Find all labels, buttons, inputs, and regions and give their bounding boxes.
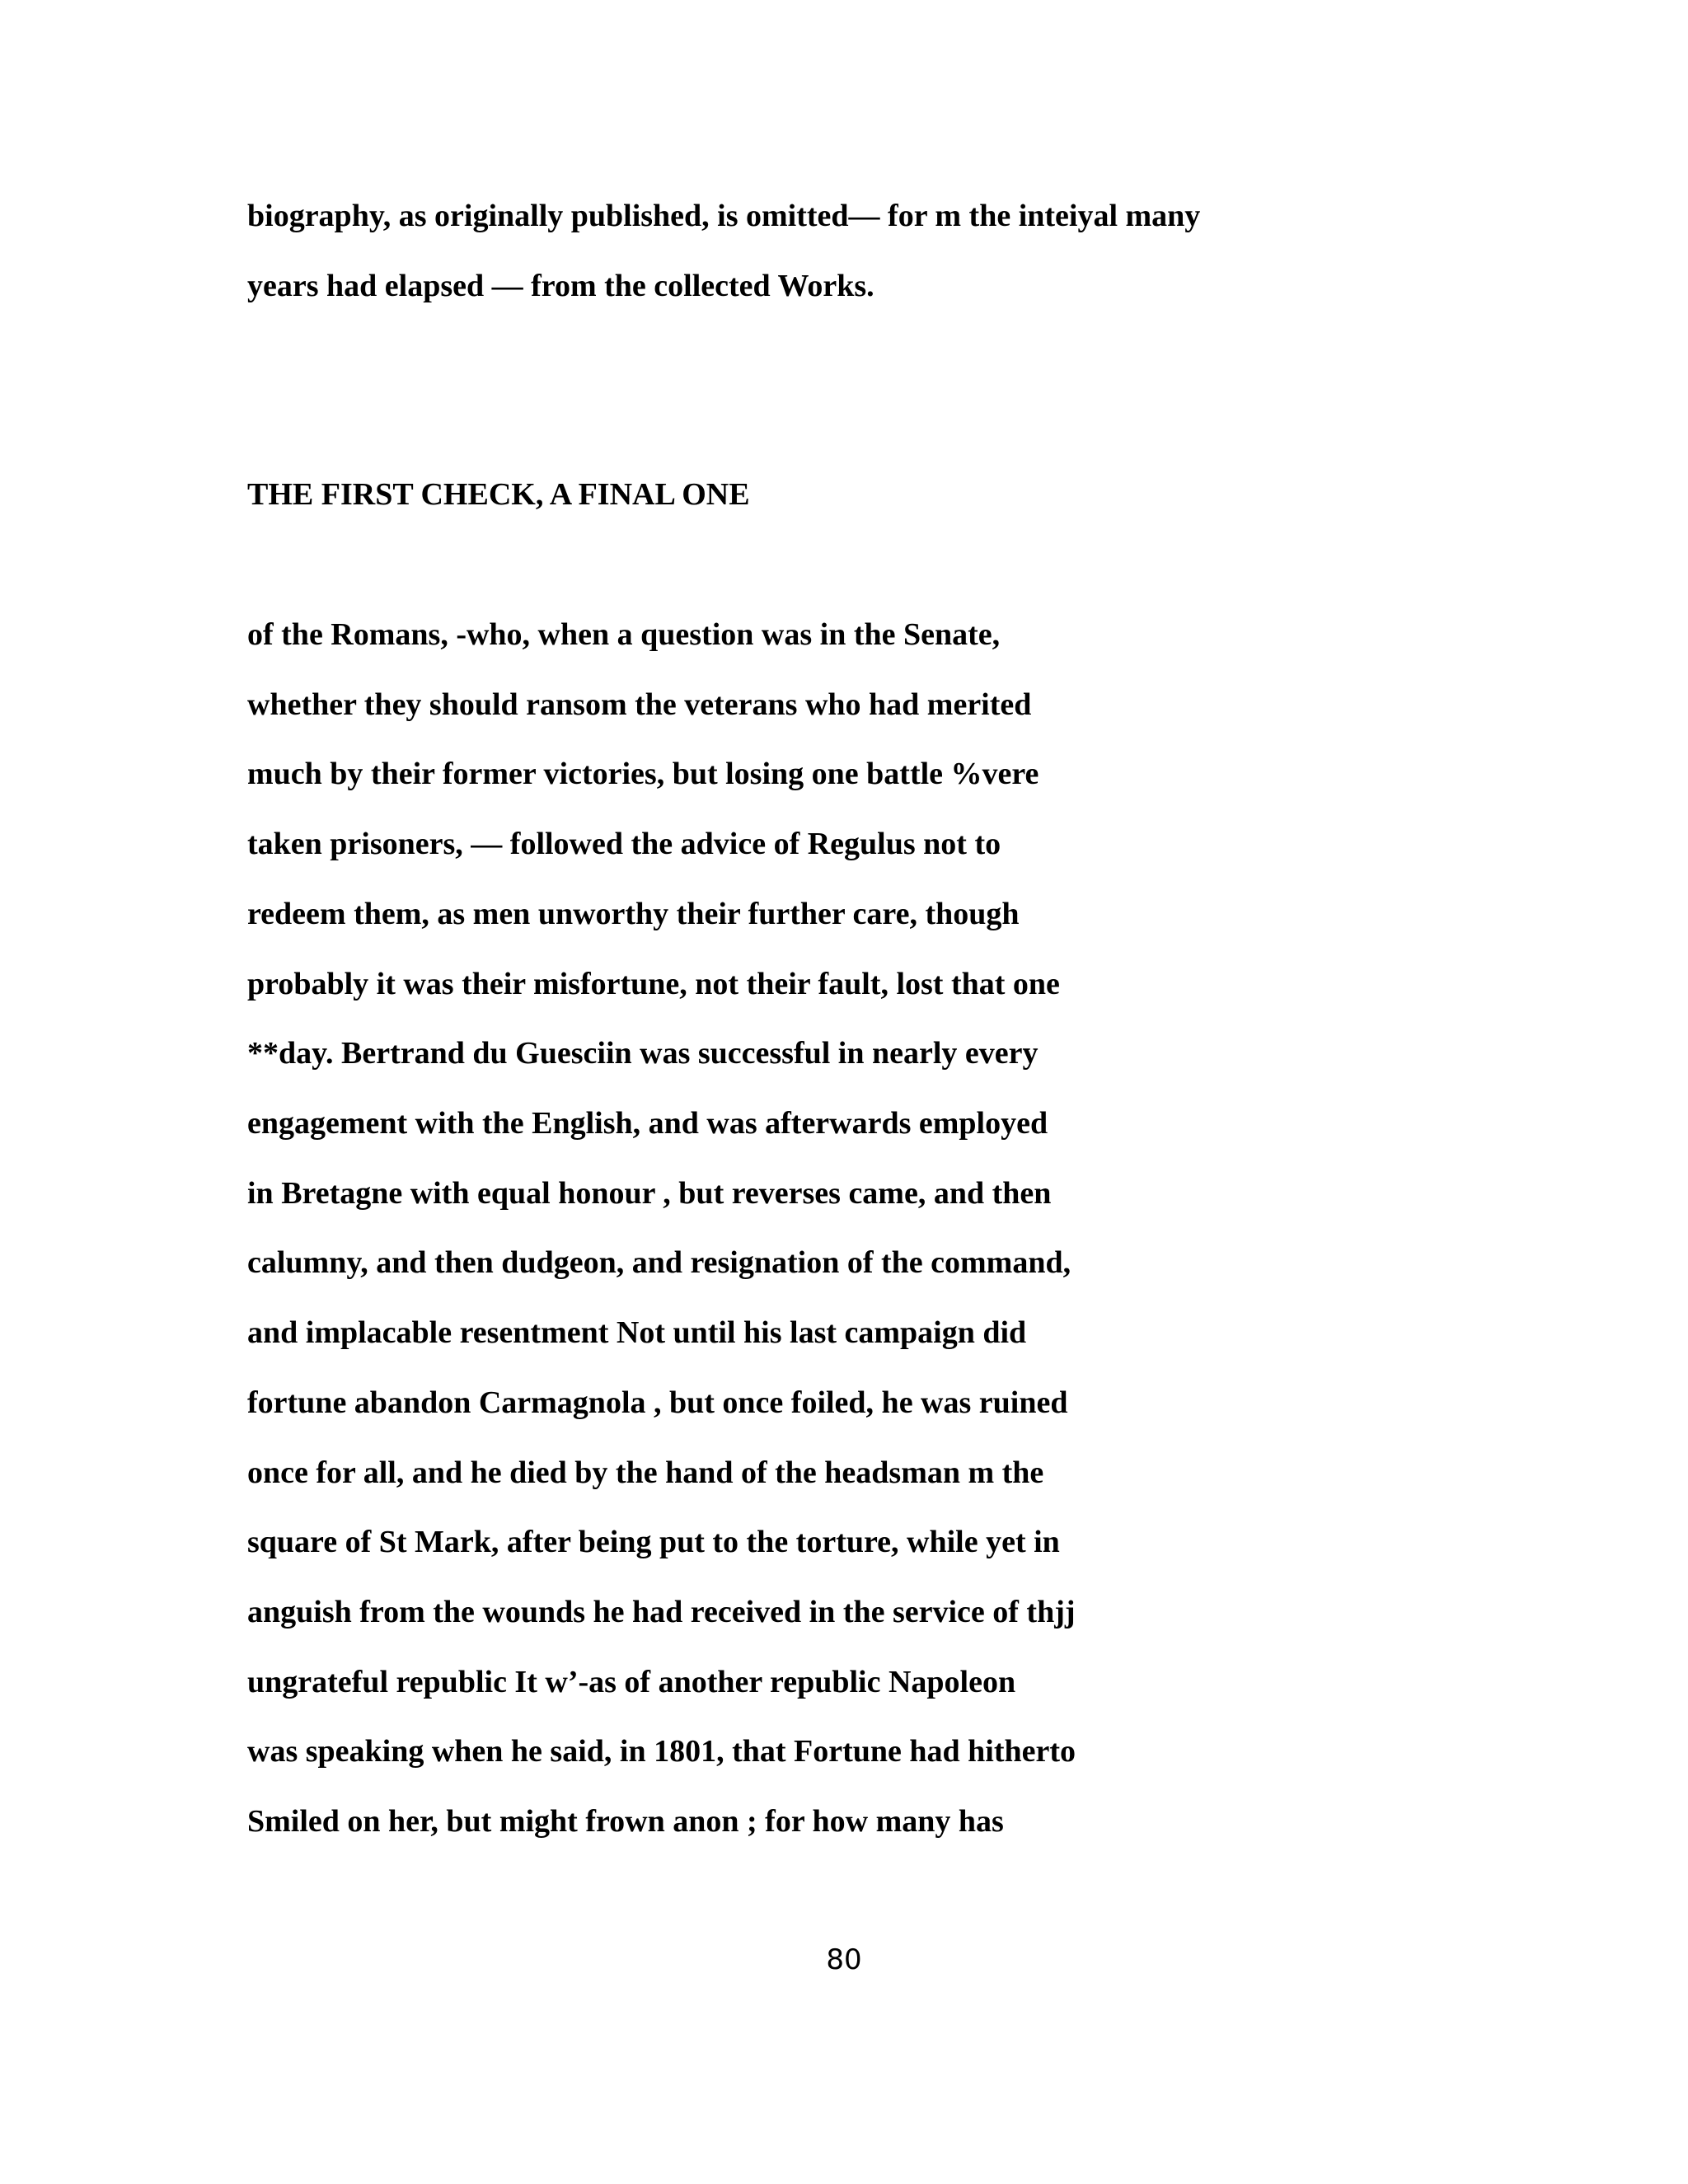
text-line: much by their former victories, but losing one battle %vere <box>247 757 1039 791</box>
text-line: anguish from the wounds he had received in the service of thjj <box>247 1595 1076 1629</box>
section-heading: THE FIRST CHECK, A FINAL ONE <box>247 477 750 512</box>
text-line: square of St Mark, after being put to the torture, while yet in <box>247 1525 1060 1559</box>
text-line: in Bretagne with equal honour , but reverses came, and then <box>247 1176 1052 1211</box>
text-line: biography, as originally published, is omitted— for m the inteiyal many <box>247 199 1201 233</box>
text-line: was speaking when he said, in 1801, that Fortune had hitherto <box>247 1734 1076 1769</box>
text-line: taken prisoners, — followed the advice of Regulus not to <box>247 827 1001 861</box>
text-line: whether they should ransom the veterans who had merited <box>247 687 1032 722</box>
text-line: redeem them, as men unworthy their further care, though <box>247 897 1020 931</box>
text-line: engagement with the English, and was afterwards employed <box>247 1106 1048 1141</box>
text-line: fortune abandon Carmagnola , but once foiled, he was ruined <box>247 1385 1068 1420</box>
text-line: calumny, and then dudgeon, and resignation of the command, <box>247 1245 1071 1280</box>
text-line: years had elapsed — from the collected Works. <box>247 269 874 303</box>
text-line: **day. Bertrand du Guesciin was successful in nearly every <box>247 1036 1039 1071</box>
text-line: once for all, and he died by the hand of the headsman m the <box>247 1455 1044 1490</box>
page-number: 80 <box>826 1943 862 1976</box>
text-line: of the Romans, -who, when a question was in the Senate, <box>247 617 1001 652</box>
text-line: and implacable resentment Not until his last campaign did <box>247 1315 1027 1350</box>
text-line: Smiled on her, but might frown anon ; for how many has <box>247 1804 1004 1839</box>
text-line: ungrateful republic It w’-as of another republic Napoleon <box>247 1665 1016 1699</box>
text-line: probably it was their misfortune, not their fault, lost that one <box>247 967 1060 1001</box>
